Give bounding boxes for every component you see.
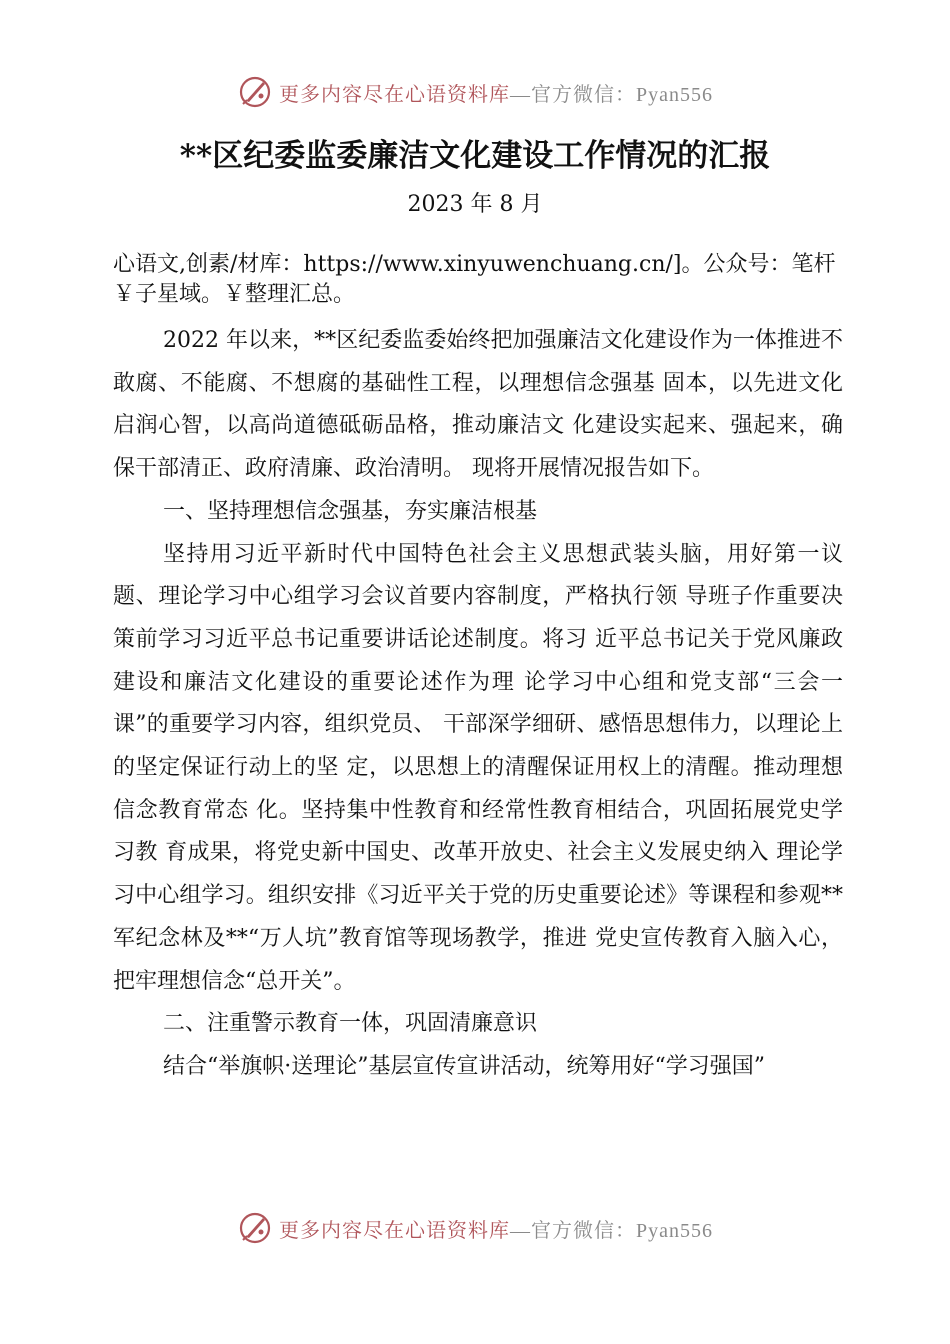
intro-paragraph: 2022 年以来，**区纪委监委始终把加强廉洁文化建设作为一体推进不敢腐、不能腐、不想腐的基础性工程，以理想信念强基 固本，以先进文化启润心智，以高尚道德砥砺品格，推动廉洁文 化建设实起来、强起来，确保干部清正、政府清廉、政治清明。 现将开展情况报告如下。: [113, 328, 843, 482]
document-date: 2023 年 8 月: [407, 192, 543, 217]
section1-heading: 一、坚持理想信念强基，夯实廉洁根基: [163, 498, 538, 524]
quill-pen-logo-icon: [237, 74, 273, 110]
source-note: 心语文,创素/材库：https://www.xinyuwenchuang.cn/]。公众号：笔杆￥子星域。￥整理汇总。: [113, 252, 836, 307]
footer-banner-gray-text: —官方微信：: [510, 1219, 636, 1242]
document-body: [113, 250, 843, 1089]
header-banner-text: [279, 78, 713, 107]
header-banner-red-text: 更多内容尽在心语资料库: [279, 83, 510, 106]
header-banner-wechat-id: Pyan556: [636, 83, 713, 106]
document-title: **区纪委监委廉洁文化建设工作情况的汇报: [179, 138, 771, 174]
quill-pen-logo-icon: [237, 1210, 273, 1246]
header-watermark-banner: [0, 70, 950, 114]
section1-paragraph: 坚持用习近平新时代中国特色社会主义思想武装头脑，用好第一议题、理论学习中心组学习会议首要内容制度，严格执行领 导班子作重要决策前学习习近平总书记重要讲话论述制度。将习 近平总书记关于党风廉政建设和廉洁文化建设的重要论述作为理 论学习中心组和党支部“三会一课”的重要学习内容，组织党员、 干部深学细研、感悟思想伟力，以理论上的坚定保证行动上的坚 定，以思想上的清醒保证用权上的清醒。推动理想信念教育常态 化。坚持集中性教育和经常性教育相结合，巩固拓展党史学习教 育成果，将党史新中国史、改革开放史、社会主义发展史纳入 理论学习中心组学习。组织安排《习近平关于党的历史重要论述》等课程和参观**军纪念林及**“万人坑”教育馆等现场教学，推进 党史宣传教育入脑入心，把牢理想信念“总开关”。: [113, 541, 843, 994]
footer-watermark-banner: [0, 1206, 950, 1250]
header-banner-gray-text: —官方微信：: [510, 83, 636, 106]
footer-banner-red-text: 更多内容尽在心语资料库: [279, 1219, 510, 1242]
section2-heading: 二、注重警示教育一体，巩固清廉意识: [163, 1011, 538, 1037]
section2-paragraph: 结合“举旗帜·送理论”基层宣传宣讲活动，统筹用好“学习强国”: [163, 1053, 765, 1079]
footer-banner-wechat-id: Pyan556: [636, 1219, 713, 1242]
footer-banner-text: [279, 1214, 713, 1243]
